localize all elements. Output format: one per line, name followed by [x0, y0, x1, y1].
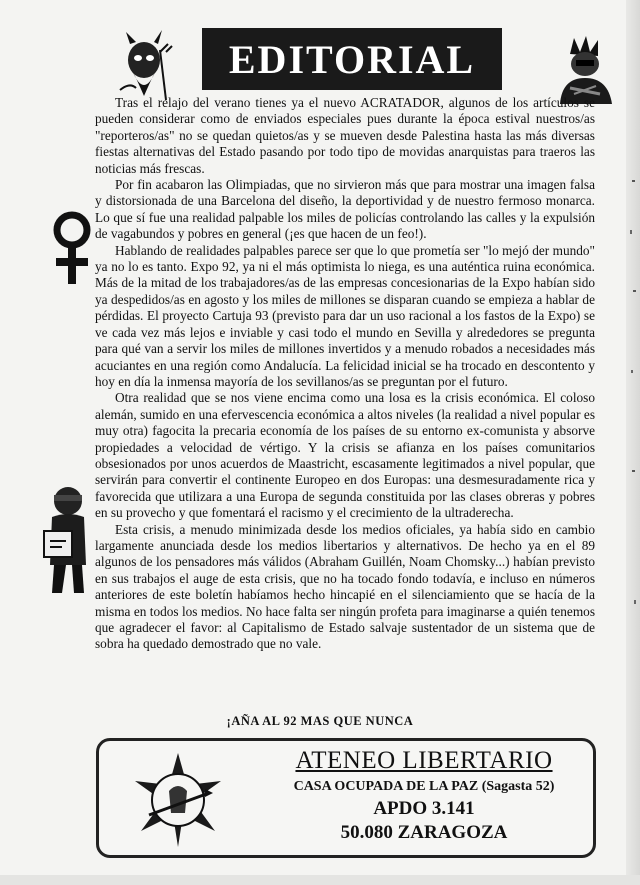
page-edge-specks	[620, 170, 640, 770]
worker-illustration	[38, 485, 94, 597]
advert-po-box: APDO 3.141	[373, 798, 475, 819]
editorial-article	[95, 95, 595, 653]
advert-title: ATENEO LIBERTARIO	[295, 747, 553, 774]
article-paragraph: Por fin acabaron las Olimpiadas, que no sirvieron más que para mostrar una imagen falsa y distorsionada de una Barcelona del diseño, la deportividad y de nuestro fermoso monarca. Lo que sí fue una realidad palpable los miles de policías controlando las calles y la expulsión de vagabundos y pobres en general (¡es que hacen de un feo!).	[95, 177, 595, 242]
article-paragraph: Tras el relajo del verano tienes ya el nuevo ACRATADOR, algunos de los artículos se pueden considerar como de enviados especiales pues durante la época estival nuestros/as "reporteros/as" no se quedan quietos/as y se mueven desde Palestina hasta las más diversas fiestas alternativas del Estado pasando por todo tipo de movidas anarquistas para traeros las noticias más frescas.	[95, 95, 595, 176]
ateneo-advert-box	[96, 738, 596, 858]
punk-figure-illustration	[550, 34, 620, 104]
article-paragraph: Esta crisis, a menudo minimizada desde los medios oficiales, ya había sido en cambio largamente anunciada desde los medios libertarios y alternativos. De hecho ya en el 89 algunos de los pensadores más válidos (Abraham Guillén, Noam Chomsky...) habían previsto en sus trabajos el auge de esta crisis, que no ha tocado fondo todavía, e incluso en números anteriores de este boletín habíamos hecho hincapié en el silenciamiento que se hacía de la misma en todos los medios. No hace falta ser ningún profeta para imaginarse a quién tenemos que agradecer el favor: al Capitalismo de Estado salvaje sustentador de un sistema que de sobra ha quedado demostrado que no vale.	[95, 521, 595, 652]
advert-address: CASA OCUPADA DE LA PAZ (Sagasta 52)	[293, 779, 555, 794]
closing-slogan: ¡AÑA AL 92 MAS QUE NUNCA	[226, 714, 414, 728]
advert-city: 50.080 ZARAGOZA	[340, 822, 508, 843]
female-symbol-icon	[48, 210, 96, 290]
page-edge-bottom	[0, 875, 640, 885]
article-paragraph: Hablando de realidades palpables parece ser que lo que prometía ser "lo mejó der mundo" ya no lo es tanto. Expo 92, ya ni el más optimista lo niega, es una auténtica ruina económica. Más de la mitad de los trabajadores/as de las empresas concesionarias de la Expo habían sido ya despedidos/as en agosto y los miles de millones se disparan cuando se empieza a hablar de pérdidas. El proyecto Cartuja 93 (previsto para dar un uso racional a los fastos de la Expo) se ve cada vez más lejos e inviable y casi todo el mundo en Sevilla y alrededores se pregunta para qué van a servir los miles de millones invertidos y a menudo robados a necesidades más acuciantes en una región como Andalucía. La felicidad inicial se ha trocado en descontento y hoy en día la inmensa mayoría de los sevillanos/as se preguntan por el futuro.	[95, 242, 595, 389]
ateneo-emblem-icon	[129, 751, 227, 849]
advert-text	[259, 745, 589, 845]
article-paragraph: Otra realidad que se nos viene encima como una losa es la crisis económica. El coloso alemán, sumido en una efervescencia económica a altos niveles (la realidad a nivel popular es muy otra) fagocita la precaria economía de los países de su entorno ex-comunista y absorve propiedades a velocidad de vértigo. Y la crisis se afianza en los países comunitarios obsesionados por unos acuerdos de Maastricht, escasamente legitimados a nivel popular, que servirán para convertir el continente Europeo en dos Europas: una desmesuradamente rica y favorecida que utilizara a una Europa de segunda constituida por las clases obreras y pobres en su provecho y que fomentará el racismo y el crecimiento de la ultraderecha.	[95, 390, 595, 521]
devil-illustration	[110, 30, 176, 104]
editorial-title: EDITORIAL	[202, 28, 502, 90]
